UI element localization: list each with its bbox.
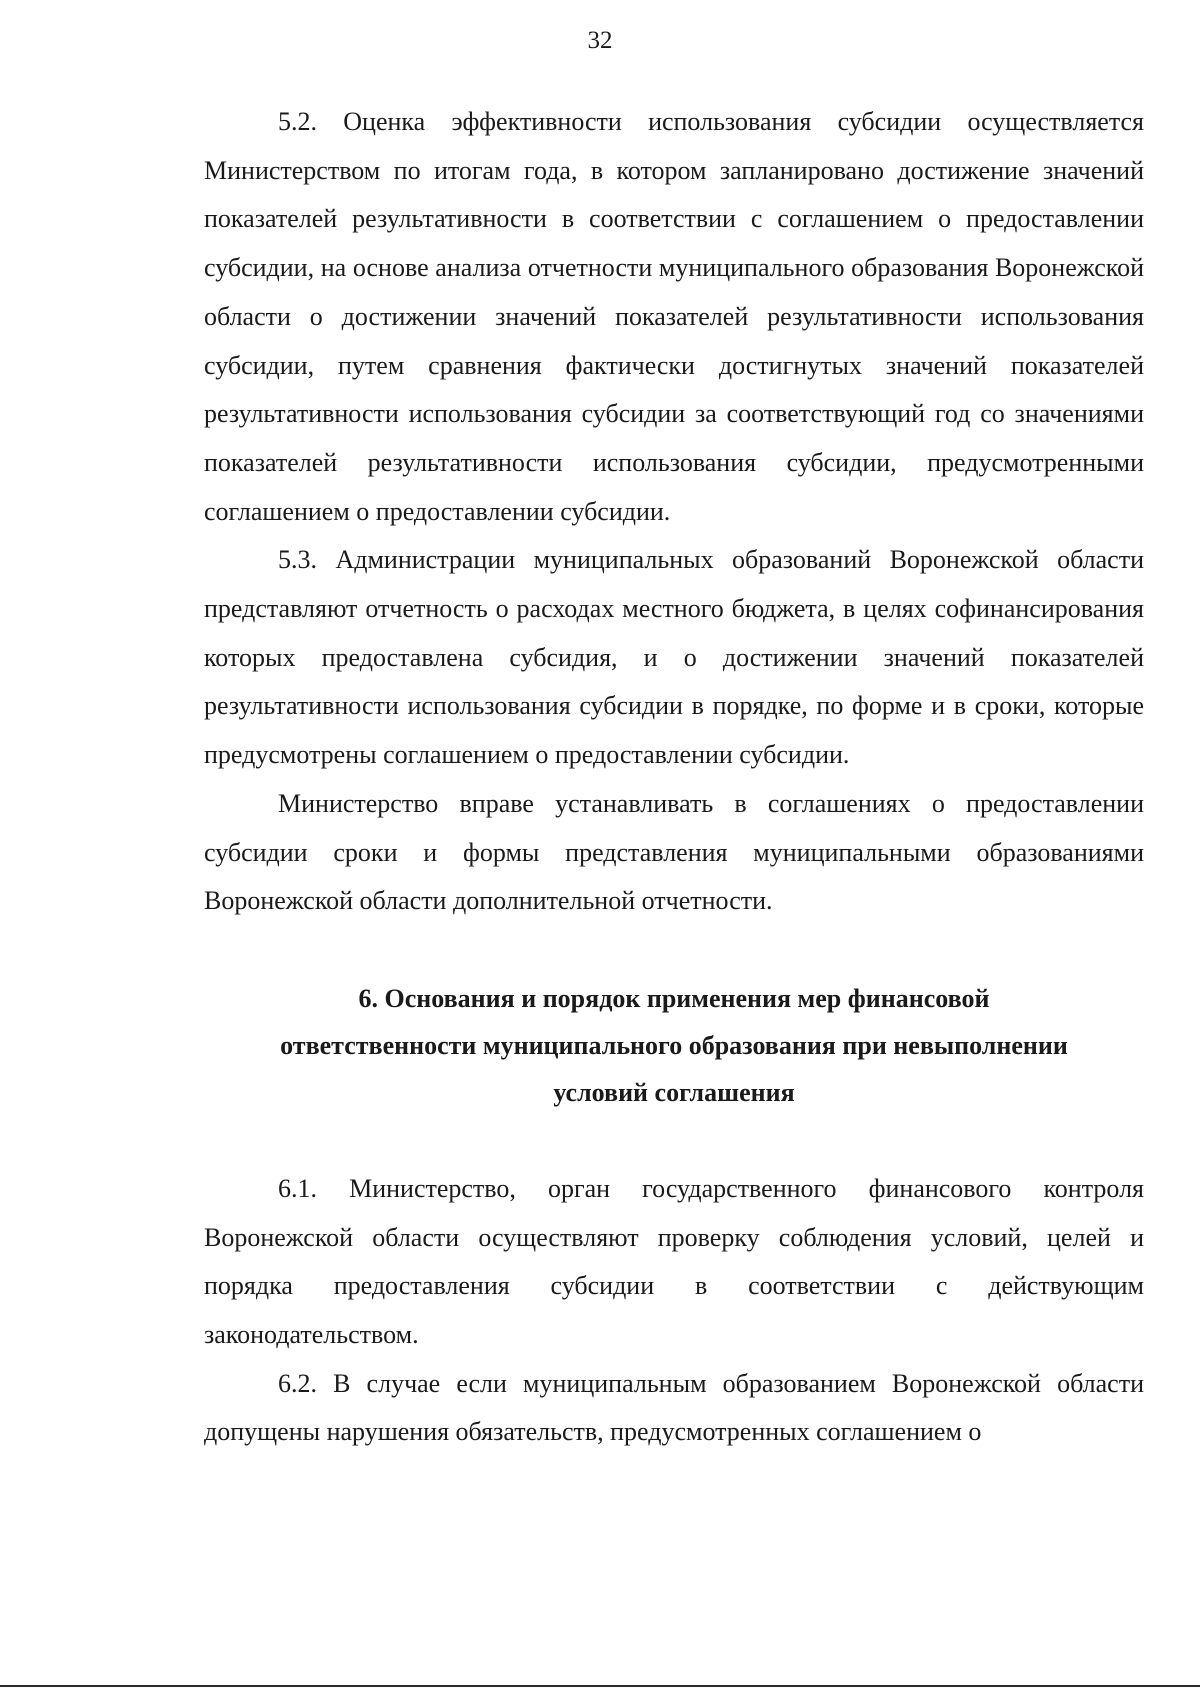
paragraph-5-3: 5.3. Администрации муниципальных образований Воронежской области представляют отчетность о расходах местного бюджета, в целях софинансирования которых предоставлена субсидия, и о достижении значений показателей результативности использования субсидии в порядке, по форме и в сроки, которые предусмотрены соглашением о предоставлении субсидии. (204, 545, 1144, 770)
section-heading-line-1: 6. Основания и порядок применения мер финансовой (358, 983, 990, 1013)
paragraph-ministry-rights: Министерство вправе устанавливать в соглашениях о предоставлении субсидии сроки и формы представления муниципальными образованиями Воронежской области дополнительной отчетности. (204, 788, 1144, 916)
paragraph-6-1: 6.1. Министерство, орган государственного финансового контроля Воронежской области осуществляют проверку соблюдения условий, целей и порядка предоставления субсидии в соответствии с действующим законодательством. (204, 1173, 1144, 1350)
bottom-divider (0, 1685, 1200, 1687)
document-body (204, 98, 1144, 1457)
section-heading-line-3: условий соглашения (553, 1077, 795, 1107)
paragraph-5-2: 5.2. Оценка эффективности использования субсидии осуществляется Министерством по итогам года, в котором запланировано достижение значений показателей результативности в соответствии с соглашением о предоставлении субсидии, на основе анализа отчетности муниципального образования Воронежской области о достижении значений показателей результативности использования субсидии, путем сравнения фактически достигнутых значений показателей результативности использования субсидии за соответствующий год со значениями показателей результативности использования субсидии, предусмотренными соглашением о предоставлении субсидии. (204, 107, 1144, 526)
paragraph-6-2: 6.2. В случае если муниципальным образованием Воронежской области допущены нарушения обязательств, предусмотренных соглашением о (204, 1368, 1144, 1447)
section-heading-line-2: ответственности муниципального образования при невыполнении (280, 1030, 1068, 1060)
section-6-heading (204, 926, 1144, 1165)
page-number: 32 (587, 27, 613, 54)
